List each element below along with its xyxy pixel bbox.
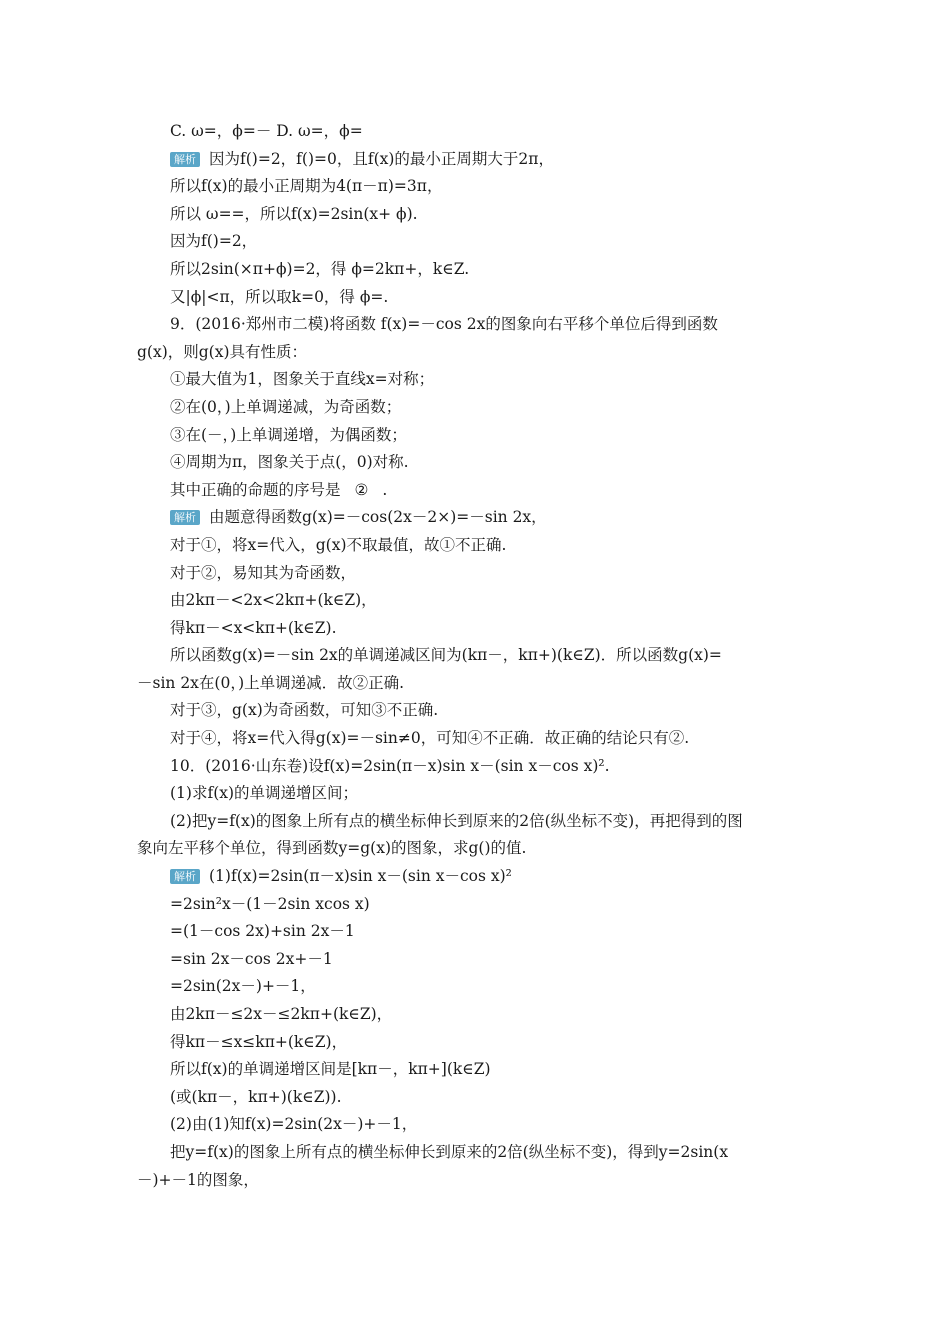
option-line: ③在(－，)上单调递增，为偶函数；: [170, 425, 407, 444]
text-line: 所以f(x)的最小正周期为4(π－π)=3π，: [170, 177, 443, 196]
text-line: 其中正确的命题的序号是 ② .: [137, 477, 827, 505]
answer-blank: ②: [354, 480, 369, 499]
text-line: 对于①，将x=代入，g(x)不取最值，故①不正确.: [170, 535, 507, 554]
text-line: 因为f()=2，: [170, 232, 258, 251]
text-line: (或(kπ－，kπ+)(k∈Z)).: [170, 1087, 342, 1106]
text-line: 解析 因为f()=2，f()=0，且f(x)的最小正周期大于2π，: [137, 146, 827, 174]
text-line: 象向左平移个单位，得到函数y=g(x)的图象，求g()的值.: [137, 839, 527, 858]
analysis-badge: 解析: [170, 869, 200, 884]
text-line: 得kπ－<x<kπ+(k∈Z).: [170, 618, 337, 637]
text-line: 由2kπ－≤2x－≤2kπ+(k∈Z)，: [170, 1005, 393, 1023]
text-line: 对于③，g(x)为奇函数，可知③不正确.: [170, 701, 439, 720]
text-line: －sin 2x在(0，)上单调递减．故②正确.: [137, 673, 405, 692]
text-line: 所以 ω==，所以f(x)=2sin(x+ ϕ).: [170, 204, 418, 223]
text-line: (2)把y=f(x)的图象上所有点的横坐标伸长到原来的2倍(纵坐标不变)，再把得到的图: [170, 811, 743, 830]
question-9-heading: 9．(2016·郑州市二模)将函数 f(x)=－cos 2x的图象向右平移个单位后得到函数: [170, 315, 718, 334]
text-line: 对于②，易知其为奇函数，: [170, 563, 357, 582]
text-line: =2sin²x－(1－2sin xcos x): [170, 894, 370, 913]
text-line: 把y=f(x)的图象上所有点的横坐标伸长到原来的2倍(纵坐标不变)，得到y=2sin(x: [170, 1142, 729, 1161]
text-line: －)+－1的图象，: [137, 1170, 259, 1189]
text-line: =2sin(2x－)+－1，: [170, 977, 316, 996]
text-line: 所以函数g(x)=－sin 2x的单调递减区间为(kπ－，kπ+)(k∈Z)．所以函数g(x)=: [170, 646, 722, 665]
text-line: =(1－cos 2x)+sin 2x－1: [170, 922, 355, 941]
text-line: 得kπ－≤x≤kπ+(k∈Z)，: [170, 1032, 348, 1051]
option-line: ④周期为π，图象关于点(，0)对称.: [170, 453, 409, 472]
text-line: (2)由(1)知f(x)=2sin(2x－)+－1，: [170, 1115, 418, 1134]
text-line: 由2kπ－<2x<2kπ+(k∈Z)，: [170, 591, 377, 610]
document-body: [137, 118, 827, 1194]
text-line: C. ω=，ϕ=－ D. ω=，ϕ=: [170, 122, 363, 140]
analysis-badge: 解析: [170, 152, 200, 167]
text-line: g(x)，则g(x)具有性质：: [137, 342, 308, 361]
text-line: 又|ϕ|<π，所以取k=0，得 ϕ=.: [170, 287, 389, 306]
option-line: ②在(0，)上单调递减，为奇函数；: [170, 397, 402, 416]
analysis-badge: 解析: [170, 510, 200, 525]
text-line: 所以f(x)的单调递增区间是[kπ－，kπ+](k∈Z): [170, 1060, 491, 1079]
text-line: 解析 由题意得函数g(x)=－cos(2x－2×)=－sin 2x，: [137, 504, 827, 532]
text-line: =sin 2x－cos 2x+－1: [170, 949, 333, 968]
text-line: (1)求f(x)的单调递增区间；: [170, 784, 359, 803]
text-line: 对于④，将x=代入得g(x)=－sin≠0，可知④不正确．故正确的结论只有②.: [170, 729, 690, 748]
text-line: 所以2sin(×π+ϕ)=2，得 ϕ=2kπ+，k∈Z.: [170, 259, 470, 278]
text-line: 解析 (1)f(x)=2sin(π－x)sin x－(sin x－cos x)²: [137, 863, 827, 891]
option-line: ①最大值为1，图象关于直线x=对称；: [170, 370, 435, 389]
question-10-heading: 10．(2016·山东卷)设f(x)=2sin(π－x)sin x－(sin x－cos x)².: [170, 756, 610, 775]
